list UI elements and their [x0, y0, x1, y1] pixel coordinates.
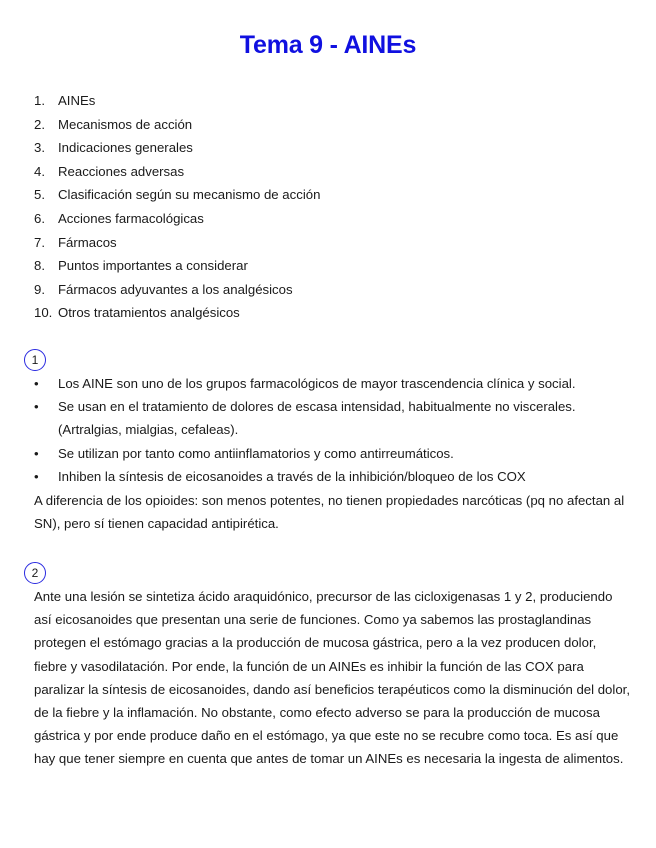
toc-item	[34, 254, 320, 278]
toc-number: 5.	[34, 187, 45, 203]
toc-item	[34, 89, 320, 113]
toc-number: 2.	[34, 116, 45, 132]
section-1-marker: 1	[24, 349, 46, 371]
section-2-paragraph: Ante una lesión se sintetiza ácido araquidónico, precursor de las cicloxigenasas 1 y 2, produciendo así eicosanoides que presentan una serie de funciones. Como ya sabemos las prostaglandinas protegen el estómago gracias a la producción de mucosa gástrica, pero a la vez producen dolor, fiebre y vasodilatación. Por ende, la función de un AINEs es inhibir la función de las COX para paralizar la síntesis de eicosanoides, dando así beneficios terapéuticos como la disminución del dolor, de la fiebre y la inflamación. No obstante, como efecto adverso se para la producción de mucosa gástrica y por ende produce daño en el estómago, ya que este no se recubre como toca. Es así que hay que tener siempre en cuenta que antes de tomar un AINEs es necesaria la ingesta de alimentos.	[34, 589, 630, 767]
bullet-item: • Inhiben la síntesis de eicosanoides a través de la inhibición/bloqueo de los COX	[34, 465, 634, 488]
bullet-item: • Los AINE son uno de los grupos farmacológicos de mayor trascendencia clínica y social.	[34, 372, 634, 395]
toc-number: 3.	[34, 140, 45, 156]
toc-label: Puntos importantes a considerar	[58, 258, 248, 274]
toc-item	[34, 136, 320, 160]
toc-item	[34, 160, 320, 184]
section-1-bullet-list	[34, 372, 634, 488]
toc-label: Fármacos	[58, 234, 117, 250]
toc-label: Mecanismos de acción	[58, 116, 193, 132]
toc-number: 9.	[34, 281, 45, 297]
toc-number: 8.	[34, 258, 45, 274]
toc-number: 6.	[34, 210, 45, 226]
toc-label: Reacciones adversas	[58, 163, 185, 179]
bullet-item: • Se utilizan por tanto como antiinflamatorios y como antirreumáticos.	[34, 442, 634, 465]
toc-number: 7.	[34, 234, 45, 250]
toc-item	[34, 231, 320, 255]
page-title: Tema 9 - AINEs	[239, 31, 417, 59]
toc-number: 10.	[34, 305, 53, 321]
toc-number: 4.	[34, 163, 45, 179]
toc-item	[34, 183, 320, 207]
toc-label: Clasificación según su mecanismo de acción	[58, 187, 321, 203]
toc-item	[34, 207, 320, 231]
toc-label: Otros tratamientos analgésicos	[58, 305, 240, 321]
section-2-marker: 2	[24, 562, 46, 584]
toc-number: 1.	[34, 93, 45, 108]
toc-label: AINEs	[58, 93, 96, 108]
section-1-paragraph: A diferencia de los opioides: son menos potentes, no tienen propiedades narcóticas (pq no afectan al SN), pero sí tienen capacidad antipirética.	[34, 493, 625, 532]
toc-label: Indicaciones generales	[58, 140, 193, 156]
table-of-contents	[34, 89, 320, 325]
toc-item	[34, 301, 320, 325]
toc-item	[34, 278, 320, 302]
toc-label: Acciones farmacológicas	[58, 210, 204, 226]
toc-item	[34, 113, 320, 137]
bullet-item: • Se usan en el tratamiento de dolores de escasa intensidad, habitualmente no viscerales. (Artralgias, mialgias, cefaleas).	[34, 395, 634, 441]
toc-label: Fármacos adyuvantes a los analgésicos	[58, 281, 293, 297]
